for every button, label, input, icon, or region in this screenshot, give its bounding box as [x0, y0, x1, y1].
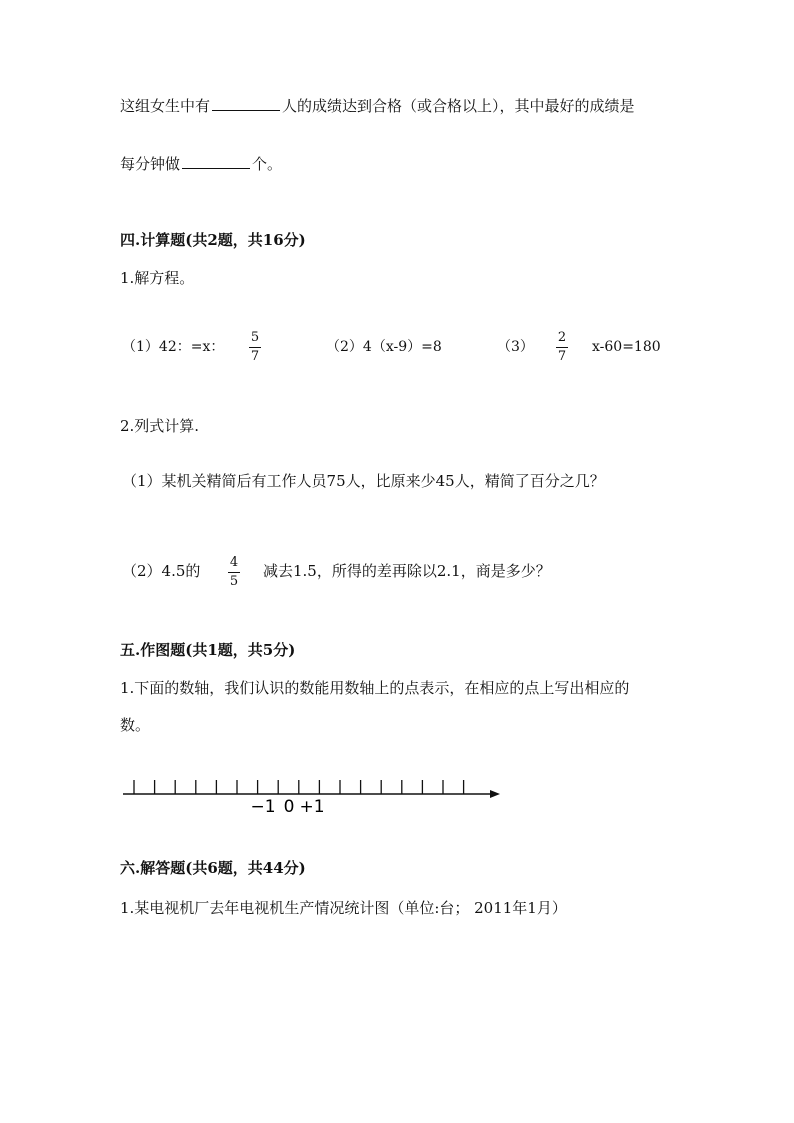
- section-6-heading: 六.解答题(共6题，共44分): [120, 859, 306, 877]
- fraction-2-7: [555, 331, 569, 364]
- arrow-right-icon: [490, 790, 500, 798]
- sentence-text: 人的成绩达到合格（或合格以上），其中最好的成绩是: [282, 97, 635, 115]
- fraction-denominator: 7: [250, 349, 260, 364]
- question-4-2-part1: （1）某机关精简后有工作人员75人，比原来少45人，精简了百分之几？: [122, 472, 605, 490]
- fraction-bar: [249, 347, 261, 348]
- equation-3-rest: x-60=180: [592, 339, 661, 355]
- fill-blank-line-2: [120, 154, 282, 174]
- section-4-heading: 四.计算题(共2题，共16分): [120, 231, 306, 249]
- equation-1-label: （1）42：=x：: [122, 339, 225, 355]
- sentence-text: 这组女生中有: [120, 97, 211, 115]
- fraction-denominator: 7: [557, 349, 567, 364]
- question-4-1-title: 1.解方程。: [120, 269, 195, 287]
- equation-3-label: （3）: [497, 339, 534, 355]
- fraction-5-7: [248, 331, 262, 364]
- question-4-2-part2-a: （2）4.5的: [122, 562, 201, 580]
- fill-blank-line-1: [120, 96, 635, 116]
- fraction-denominator: 5: [229, 574, 239, 589]
- question-5-1-line2: 数。: [120, 716, 151, 734]
- tick-marks: [134, 780, 464, 794]
- sentence-text: 每分钟做: [120, 155, 181, 173]
- question-4-2-part2-b: 减去1.5，所得的差再除以2.1，商是多少？: [263, 562, 551, 580]
- number-line-figure: [118, 770, 508, 820]
- fraction-bar: [556, 347, 568, 348]
- fraction-bar: [228, 572, 240, 573]
- answer-blank[interactable]: [182, 154, 250, 169]
- equation-2: （2）4（x-9）=8: [326, 339, 442, 355]
- answer-blank[interactable]: [212, 96, 280, 111]
- fraction-numerator: 5: [250, 330, 260, 345]
- fraction-numerator: 4: [229, 555, 239, 570]
- sentence-text: 个。: [252, 155, 283, 173]
- question-5-1-line1: 1.下面的数轴，我们认识的数能用数轴上的点表示，在相应的点上写出相应的: [120, 679, 630, 697]
- axis-label-zero: 0: [283, 797, 295, 817]
- section-5-heading: 五.作图题(共1题，共5分): [120, 641, 296, 659]
- fraction-numerator: 2: [557, 330, 567, 345]
- axis-label-minus-one: −1: [250, 797, 276, 817]
- axis-label-plus-one: +1: [299, 797, 325, 817]
- question-6-1: 1.某电视机厂去年电视机生产情况统计图（单位:台； 2011年1月）: [120, 899, 567, 917]
- question-4-2-title: 2.列式计算.: [120, 417, 200, 435]
- fraction-4-5: [227, 556, 241, 589]
